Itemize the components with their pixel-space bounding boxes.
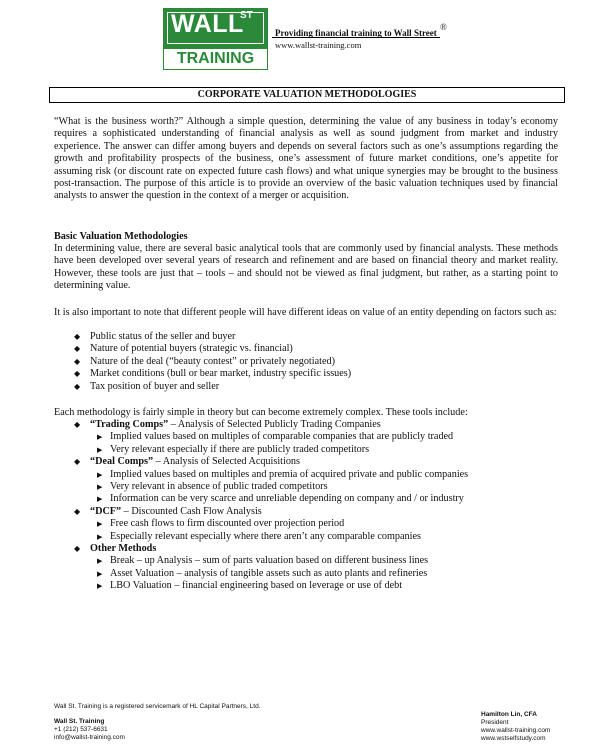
footer-role: President: [481, 719, 509, 726]
triangle-bullet-icon: ▶: [97, 582, 103, 591]
sub-text: Very relevant in absence of public traded competitors: [110, 481, 328, 493]
footer-registered-note: Wall St. Training is a registered servicemark of HL Capital Partners, Ltd.: [54, 703, 261, 710]
sub-item: [74, 469, 468, 481]
factor-text: Nature of potential buyers (strategic vs. financial): [90, 343, 293, 355]
method-item: [74, 543, 468, 555]
sub-text: Very relevant especially if there are publicly traded competitors: [110, 443, 370, 455]
footer-site-1[interactable]: www.wallst-training.com: [481, 727, 551, 734]
methods-list: [74, 419, 468, 593]
list-item: [74, 331, 351, 343]
sub-text: Especially relevant especially where there aren’t any comparable companies: [110, 530, 421, 542]
diamond-bullet-icon: ◆: [74, 344, 81, 354]
footer-phone: +1 (212) 537-6631: [54, 726, 108, 733]
triangle-bullet-icon: ▶: [97, 520, 103, 529]
diamond-bullet-icon: ◆: [74, 369, 81, 379]
method-desc: – Analysis of Selected Acquisitions: [153, 456, 300, 468]
factor-text: Tax position of buyer and seller: [90, 380, 220, 392]
diamond-bullet-icon: ◆: [74, 457, 81, 467]
method-item: [74, 506, 468, 518]
factors-intro-paragraph: It is also important to note that different people will have different ideas on value of an entity depending on factors such as:: [54, 307, 557, 318]
logo-st-text: ST: [240, 10, 253, 21]
method-item: [74, 456, 468, 468]
sub-item: [74, 431, 468, 443]
sub-text: LBO Valuation – financial engineering based on leverage or use of debt: [110, 580, 403, 592]
method-desc: – Discounted Cash Flow Analysis: [121, 505, 262, 517]
sub-text: Asset Valuation – analysis of tangible assets such as auto plants and refineries: [110, 567, 428, 579]
sub-item: [74, 555, 468, 567]
sub-text: Break – up Analysis – sum of parts valuation based on different business lines: [110, 555, 429, 567]
sub-item: [74, 531, 468, 543]
list-item: [74, 368, 351, 380]
triangle-bullet-icon: ▶: [97, 483, 103, 492]
logo-training-text: TRAINING: [176, 50, 255, 67]
sub-text: Free cash flows to firm discounted over projection period: [110, 518, 345, 530]
footer-site-2[interactable]: www.wstselfstudy.com: [481, 735, 546, 742]
sub-text: Implied values based on multiples of comparable companies that are publicly traded: [110, 431, 454, 443]
sub-item: [74, 493, 468, 505]
intro-paragraph: “What is the business worth?” Although a simple question, determining the value of any business in today’s economy requires a sophisticated understanding of financial analysis as well as sound judgment from market and industry experience. The answer can differ among buyers and depends on several factors such as one’s assumptions regarding the growth and profitability prospects of the business, one’s assessment of future market conditions, one’s appetite for assuming risk (or discount rate on expected future cash flows) and what unique synergies may be brought to the business post-transaction. The purpose of this article is to provide an overview of the basic valuation techniques used by financial analysts to answer the question in the context of a merger or acquisition.: [54, 116, 558, 202]
triangle-bullet-icon: ▶: [97, 557, 103, 566]
footer-email[interactable]: info@wallst-training.com: [54, 734, 125, 741]
basic-methodologies-heading: Basic Valuation Methodologies: [54, 231, 188, 242]
wall-st-training-logo: [163, 8, 268, 70]
triangle-bullet-icon: ▶: [97, 445, 103, 454]
list-item: [74, 343, 351, 355]
method-name: “Deal Comps”: [90, 456, 154, 468]
logo-wall-text: WALL: [171, 10, 244, 38]
triangle-bullet-icon: ▶: [97, 569, 103, 578]
method-desc: – Analysis of Selected Publicly Trading Companies: [168, 419, 381, 430]
triangle-bullet-icon: ▶: [97, 433, 103, 442]
footer-person: Hamilton Lin, CFA: [481, 711, 537, 718]
footer-contact-right: [481, 711, 550, 743]
header-divider: [272, 37, 440, 38]
method-name: Other Methods: [90, 543, 157, 555]
diamond-bullet-icon: ◆: [74, 332, 81, 341]
sub-item: [74, 444, 468, 456]
method-name: “Trading Comps”: [90, 419, 169, 430]
method-name: “DCF”: [90, 505, 122, 517]
sub-text: Implied values based on multiples and premia of acquired private and public companies: [110, 468, 469, 480]
triangle-bullet-icon: ▶: [97, 495, 103, 504]
document-title: CORPORATE VALUATION METHODOLOGIES: [49, 87, 565, 103]
header-tagline: Providing financial training to Wall Street: [275, 28, 437, 38]
factor-text: Nature of the deal (“beauty contest” or privately negotiated): [90, 355, 335, 367]
list-item: [74, 381, 351, 393]
sub-text: Information can be very scarce and unreliable depending on company and / or industry: [110, 493, 464, 505]
sub-item: [74, 580, 468, 592]
diamond-bullet-icon: ◆: [74, 420, 81, 429]
triangle-bullet-icon: ▶: [97, 532, 103, 541]
basic-methodologies-paragraph: In determining value, there are several basic analytical tools that are commonly used by financial analysts. These methods have been developed over several years of research and refinement and are based on financial theory and market reality. However, these tools are just that – tools – and should not be viewed as final judgment, but rather, as a starting point to determining value.: [54, 243, 558, 292]
sub-item: [74, 481, 468, 493]
method-item: [74, 419, 468, 431]
diamond-bullet-icon: ◆: [74, 381, 81, 391]
logo-top-panel: [163, 8, 268, 48]
sub-item: [74, 518, 468, 530]
factor-text: Public status of the seller and buyer: [90, 331, 236, 342]
triangle-bullet-icon: ▶: [97, 470, 103, 479]
methods-intro-paragraph: Each methodology is fairly simple in theory but can become extremely complex. These tools include:: [54, 407, 468, 418]
header-url[interactable]: www.wallst-training.com: [275, 40, 362, 50]
footer-company: Wall St. Training: [54, 718, 105, 725]
footer-contact-left: [54, 718, 125, 742]
diamond-bullet-icon: ◆: [74, 356, 81, 366]
diamond-bullet-icon: ◆: [74, 506, 81, 516]
logo-bottom-panel: [163, 48, 268, 70]
factor-text: Market conditions (bull or bear market, industry specific issues): [90, 368, 352, 380]
factors-list: [74, 331, 351, 393]
diamond-bullet-icon: ◆: [74, 544, 81, 554]
registered-mark: ®: [440, 22, 447, 32]
sub-item: [74, 568, 468, 580]
list-item: [74, 356, 351, 368]
